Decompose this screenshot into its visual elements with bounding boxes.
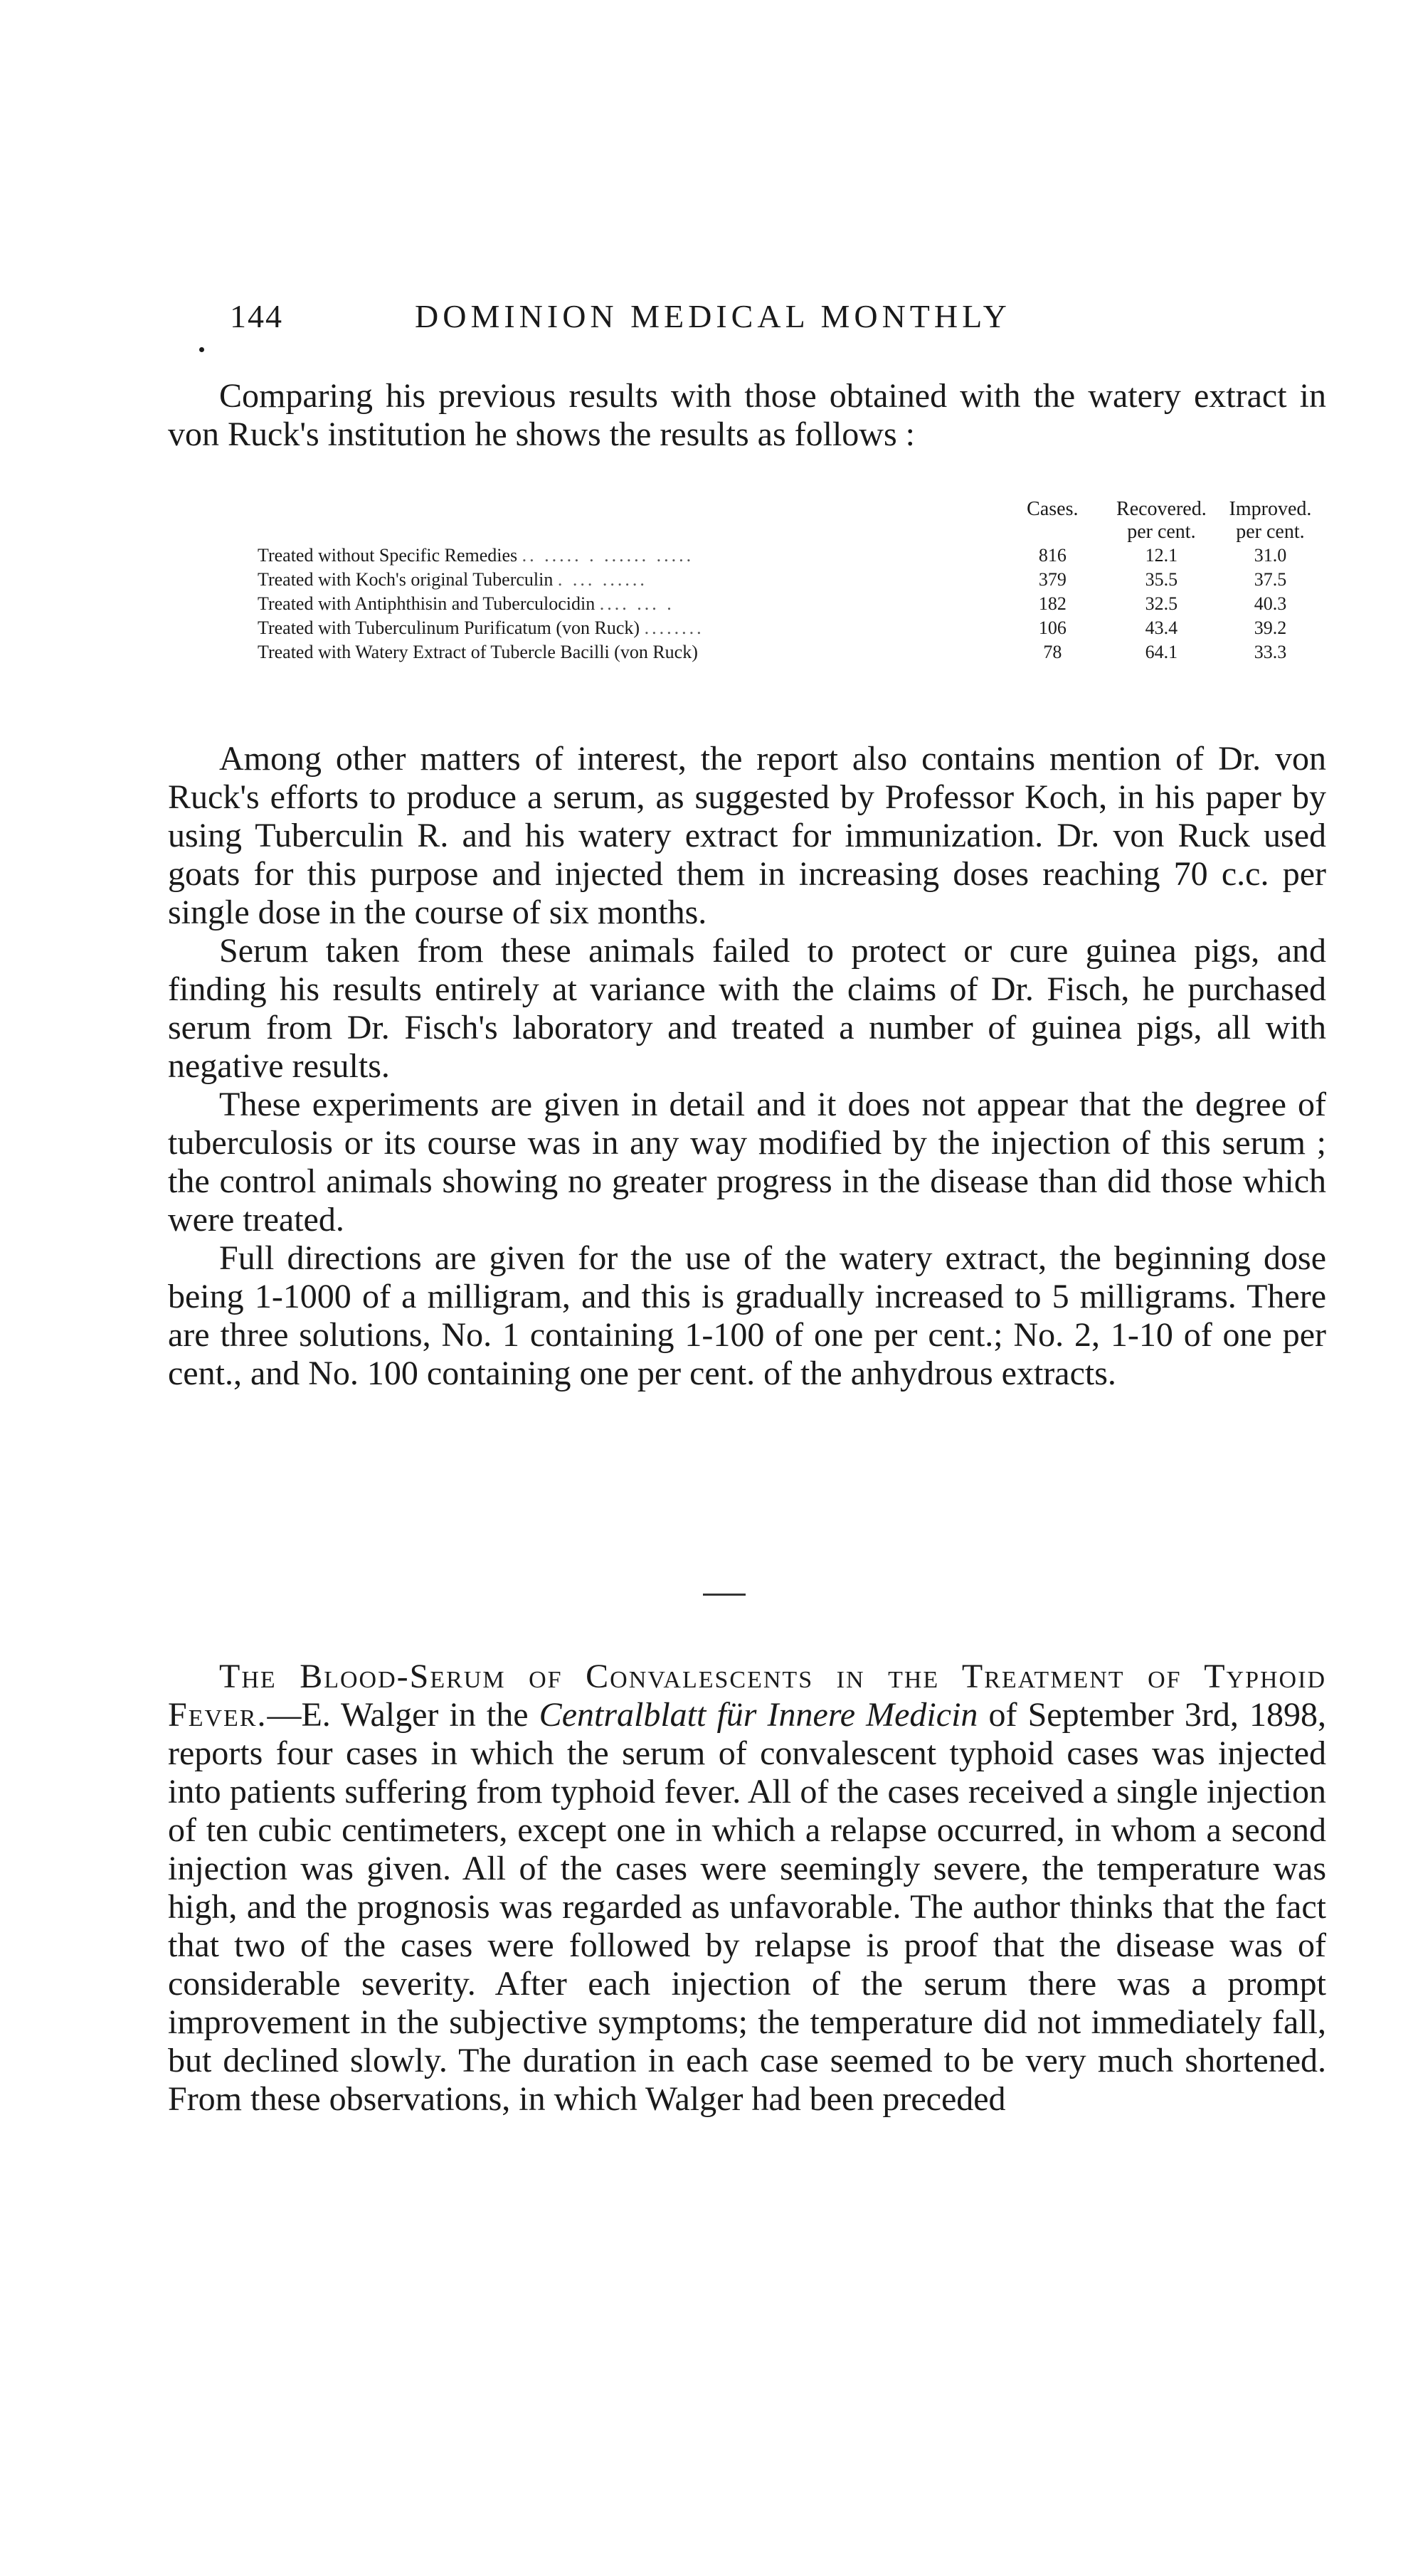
row-recovered: 35.5 [1145,569,1178,590]
row-label [258,544,998,568]
running-head [230,297,1325,340]
article-lead: —E. Walger in the [267,1696,529,1734]
leader-dots: . ... ...... [557,569,647,590]
row-recovered: 64.1 [1145,642,1178,662]
row-label [258,568,998,592]
results-table [258,498,1325,664]
table-row [258,616,1325,640]
row-recovered: 12.1 [1145,545,1178,566]
article-heading: The Blood-Serum of Convalescents in the Treatment of Typhoid Fever. [168,1658,1326,1734]
header-improved: Improved. [1229,498,1312,520]
leader-dots: ........ [644,618,704,638]
leader-dots: .. ..... . ...... ..... [522,545,694,566]
row-cases: 106 [1038,618,1067,638]
row-recovered: 32.5 [1145,593,1178,614]
journal-citation: Centralblatt für Innere Medicin [539,1696,978,1734]
paragraph-among: Among other matters of interest, the report also contains mention of Dr. von Ruck's efforts to produce a serum, as suggested by Professor Koch, in his paper by using Tuberculin R. and his watery extract for immunization. Dr. von Ruck used goats for this purpose and injected them in increasing doses reaching 70 c.c. per single dose in the course of six months. [168,740,1326,931]
header-recovered: Recovered. [1116,498,1207,520]
header-cases: Cases. [1027,498,1079,520]
unit-recovered: per cent. [1127,521,1196,543]
row-label-text: Treated with Watery Extract of Tubercle Bacilli (von Ruck) [258,642,698,662]
row-cases: 816 [1038,545,1067,566]
journal-title: DOMINION MEDICAL MONTHLY [415,298,1011,334]
row-improved: 37.5 [1254,569,1287,590]
article-body [168,740,1326,1393]
table-header-row [258,498,1325,521]
table-row [258,640,1325,664]
row-label [258,640,998,664]
leader-dots: .... ... . [599,593,674,614]
section-divider [703,1594,746,1596]
paragraph-serum: Serum taken from these animals failed to protect or cure guinea pigs, and finding his results entirely at variance with the claims of Dr. Fisch, he purchased serum from Dr. Fisch's laboratory and treated a number of guinea pigs, all with negative results. [168,932,1326,1085]
table-row [258,592,1325,616]
paragraph-directions: Full directions are given for the use of the watery extract, the beginning dose being 1-1000 of a milligram, and this is gradually increased to 5 milligrams. There are three solutions, No. 1 containing 1-100 of one per cent.; No. 2, 1-10 of one per cent., and No. 100 containing one per cent. of the anhydrous extracts. [168,1239,1326,1392]
row-label-text: Treated with Koch's original Tuberculin [258,569,554,590]
ink-dot [199,347,204,352]
table-row [258,568,1325,592]
row-cases: 379 [1038,569,1067,590]
row-label [258,592,998,616]
intro-text: Comparing his previous results with those obtained with the watery extract in von Ruck's institution he shows the results as follows : [168,377,1326,453]
row-improved: 40.3 [1254,593,1287,614]
row-improved: 33.3 [1254,642,1287,662]
unit-cases-blank [998,521,1107,544]
page-number: 144 [230,298,283,334]
row-label-text: Treated with Tuberculinum Purificatum (von Ruck) [258,618,640,638]
table-unit-blank [258,521,998,544]
table-header-blank [258,498,998,521]
unit-improved: per cent. [1236,521,1305,543]
blood-serum-paragraph [168,1658,1326,2119]
row-cases: 182 [1038,593,1067,614]
row-label-text: Treated without Specific Remedies [258,545,518,566]
paragraph-experiments: These experiments are given in detail and it does not appear that the degree of tuberculosis or its course was in any way modified by the injection of this serum ; the control animals showing no greater progress in the disease than did those which were treated. [168,1086,1326,1239]
row-recovered: 43.4 [1145,618,1178,638]
blood-serum-article [168,1658,1326,2119]
row-label-text: Treated with Antiphthisin and Tuberculocidin [258,593,596,614]
intro-paragraph [168,377,1326,454]
row-improved: 31.0 [1254,545,1287,566]
row-cases: 78 [1043,642,1062,662]
table-row [258,544,1325,568]
table-unit-row [258,521,1325,544]
row-label [258,616,998,640]
row-improved: 39.2 [1254,618,1287,638]
article-text: of September 3rd, 1898, reports four cases in which the serum of convalescent typhoid cases was injected into patients suffering from typhoid fever. All of the cases received a single injection of ten cubic centimeters, except one in which a relapse occurred, in whom a second injection was given. All of the cases were seemingly severe, the temperature was high, and the prognosis was regarded as unfavorable. The author thinks that the fact that two of the cases were followed by relapse is proof that the disease was of considerable severity. After each injection of the serum there was a prompt improvement in the subjective symptoms; the temperature did not immediately fall, but declined slowly. The duration in each case seemed to be very much shortened. From these observations, in which Walger had been preceded [168,1696,1327,2118]
